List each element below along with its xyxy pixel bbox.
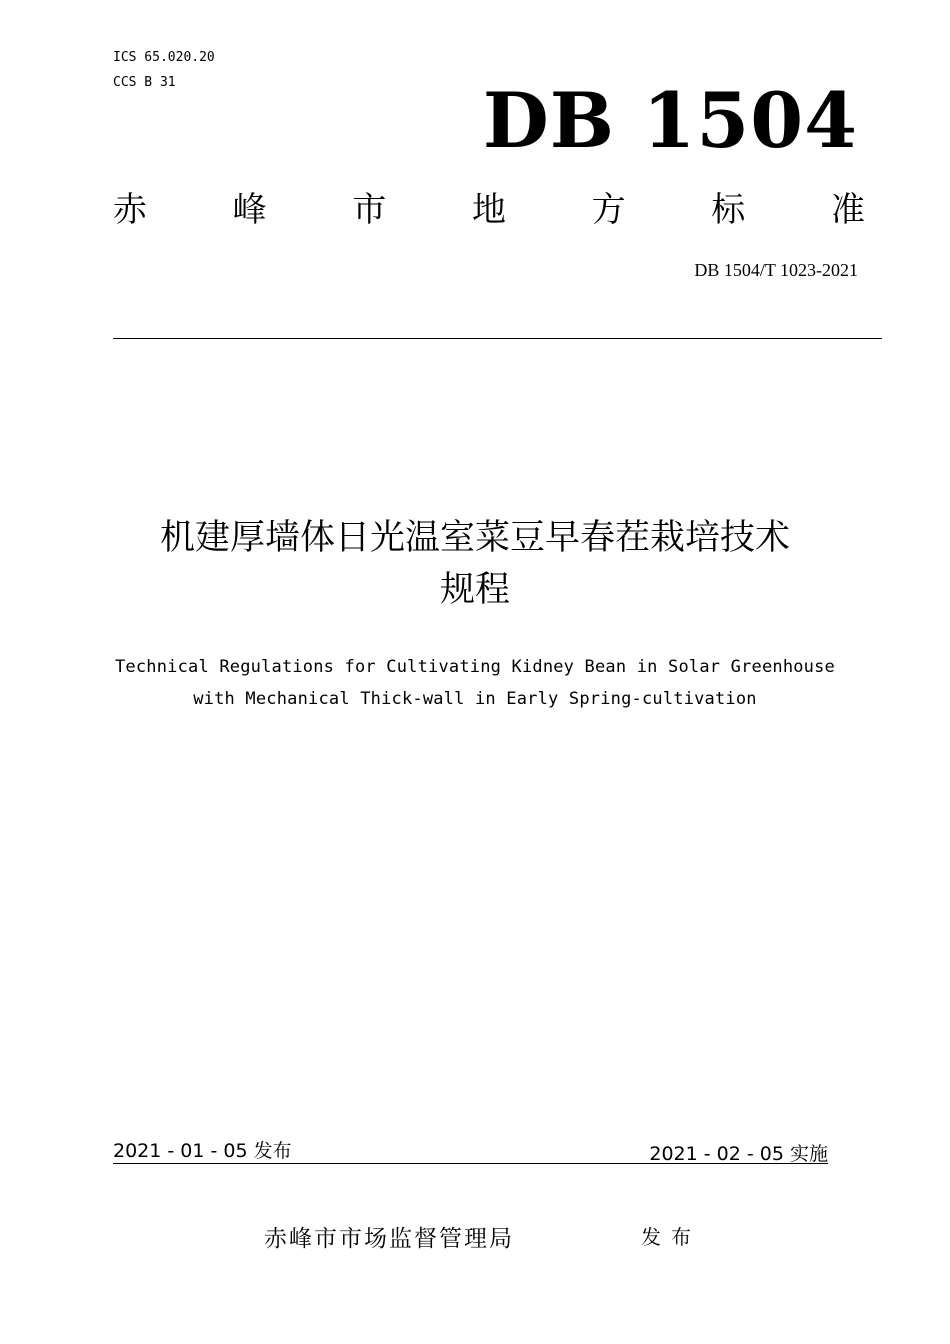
standard-type-heading xyxy=(113,185,865,235)
english-title-line: Technical Regulations for Cultivating Kidney Bean in Solar Greenhouse xyxy=(114,657,835,677)
standard-type-char: 地 xyxy=(471,190,506,230)
standard-type-char: 赤 xyxy=(113,190,147,230)
header-divider xyxy=(113,338,882,339)
ccs-code: CCS B 31 xyxy=(113,75,176,90)
publish-label: 发布 xyxy=(641,1225,701,1249)
publisher-name: 赤峰市市场监督管理局 xyxy=(264,1226,514,1252)
implementation-date: 2021 - 02 - 05 实施 xyxy=(649,1143,828,1165)
ics-code: ICS 65.020.20 xyxy=(113,50,215,65)
chinese-title-line: 规程 xyxy=(439,570,510,610)
issue-date: 2021 - 01 - 05 发布 xyxy=(113,1140,292,1162)
standard-type-char: 准 xyxy=(830,190,865,230)
db-code-heading: DB 1504 xyxy=(482,76,858,165)
chinese-title-line: 机建厚墙体日光温室菜豆早春茬栽培技术 xyxy=(159,518,790,558)
date-divider xyxy=(113,1163,828,1164)
english-title xyxy=(0,651,950,715)
standard-type-char: 市 xyxy=(352,190,387,230)
chinese-title xyxy=(0,512,950,616)
standard-type-char: 方 xyxy=(591,190,626,230)
standard-type-char: 标 xyxy=(711,190,746,230)
standard-type-char: 峰 xyxy=(232,190,267,230)
english-title-line: with Mechanical Thick-wall in Early Spring-cultivation xyxy=(193,689,757,709)
standard-number: DB 1504/T 1023-2021 xyxy=(694,260,858,280)
